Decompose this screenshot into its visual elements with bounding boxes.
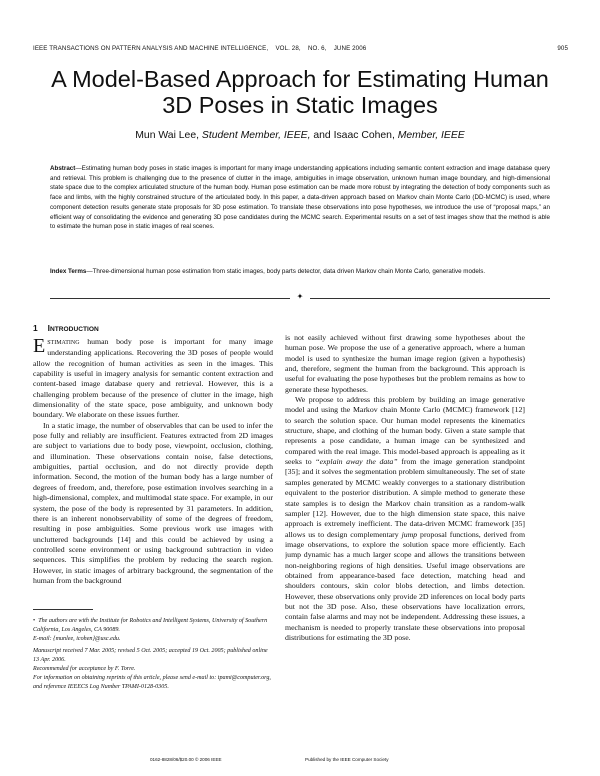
- abstract-label: Abstract: [50, 165, 76, 172]
- email: E-mail: {munlee, icohen}@usc.edu.: [33, 635, 121, 642]
- volume: VOL. 28,: [275, 45, 301, 52]
- affiliation-footnote: • The authors are with the Institute for Robotics and Intelligent Systems, University of Southern California, Los Angeles, CA 90089. E-mail: {munlee, icohen}@usc.edu.: [33, 618, 268, 642]
- index-terms-label: Index Terms: [50, 268, 87, 275]
- paragraph: In a static image, the number of observables that can be used to infer the pose fully and reliably are insufficient. Features extracted from 2D images are subject to variations due to body pose, viewpoint, occlusion, clothing, and illumination. These observations contain noise, false detections, ambiguities, partial occlusion, and do not directly provide depth information. Second, the motion of the human body has a large number of degrees of freedom, and, therefore, pose estimation involves searching in a high-dimensional, complex, and multimodal state space. For example, in our system, the pose of the body is represented by 31 parameters. In addition, there is an inherent nonobservability of some of the degrees of freedom, resulting in pose ambiguities. Some previous work use images with uncluttered backgrounds [14] and this could be achieved by using a controlled scene environment or using background subtraction in video sequences. This simplifies the problem by reducing the search region. However, in static images of arbitrary background, the segmentation of the human from the background: [33, 420, 273, 585]
- page-number: 905: [557, 45, 568, 52]
- paper-title: A Model-Based Approach for Estimating Human 3D Poses in Static Images: [51, 66, 549, 118]
- divider-rule-left: [50, 298, 290, 299]
- journal-name: IEEE TRANSACTIONS ON PATTERN ANALYSIS AND MACHINE INTELLIGENCE,: [33, 45, 269, 52]
- page-footer: [150, 757, 450, 762]
- abstract: [50, 164, 550, 232]
- author-1-role: Student Member, IEEE,: [201, 130, 311, 141]
- left-column: [33, 337, 273, 599]
- right-column: [285, 333, 525, 747]
- author-2-role: Member, IEEE: [397, 130, 465, 141]
- section-number: 1: [33, 323, 38, 333]
- author-2: and Isaac Cohen,: [313, 130, 395, 141]
- paragraph: is not easily achieved without first drawing some hypotheses about the human pose. We propose the use of a generative approach, where a human model is used to synthesize the human image region (given a hypothesis) and, therefore, segment the human from the background. This approach is useful for evaluating the pose hypotheses but the problem remains as how to generate these hypotheses.: [285, 333, 525, 394]
- section-title-rest: NTRODUCTION: [50, 326, 99, 333]
- paragraph: [33, 337, 273, 421]
- manuscript-dates: Manuscript received 7 Mar. 2005; revised 5 Oct. 2005; accepted 19 Oct. 2005; published online 13 Apr. 2006.: [33, 648, 268, 664]
- index-terms-text: —Three-dimensional human pose estimation from static images, body parts detector, data driven Markov chain Monte Carlo, generative models.: [86, 268, 486, 275]
- footnotes: [33, 617, 273, 691]
- reprint-info: For information on obtaining reprints of this article, please send e-mail to: tpami@computer.org, and reference IEEECS Log Number TPAMI-0128-0305.: [33, 674, 271, 690]
- divider-rule-right: [310, 298, 550, 299]
- section-heading: [33, 323, 99, 333]
- section-title-initial: I: [47, 323, 50, 333]
- drop-cap: E: [33, 337, 46, 357]
- recommendation: Recommended for acceptance by F. Torre.: [33, 665, 136, 672]
- index-terms: [50, 267, 550, 277]
- lead-small-caps: STIMATING: [47, 340, 80, 346]
- paragraph: We propose to address this problem by building an image generative model and using the Markov chain Monte Carlo (MCMC) framework [12] to search the solution space. Our human model represents the kinematics structure, shape, and clothing of the human body. Given a state sample that represents a pose candidate, a human image can be synthesized and compared with the real image. This model-based approach is appealing as it seeks to “explain away the data” from the image generation standpoint [35]; and it solves the segmentation problem simultaneously. The set of state samples generated by MCMC weakly converges to a stationary distribution equivalent to the posterior distribution. A simple method to generate these state samples is to design the Markov chain transition as a random-walk sampler [12]. However, due to the high dimension state space, this naive approach is extremely inefficient. The data-driven MCMC framework [35] allows us to design complementary jump proposal functions, derived from image observations, to explore the solution space more efficiently. Each jump dynamic has a much larger scope and allows the transitions between non-neighboring regions of high densities. Useful image observations are obtained from appearance-based face detection, matching head and shoulders contours, skin color blobs detection, and limbs detection. However, these observations only provide 2D inferences on local body parts but not the 3D pose. Also, these observations have localization errors, contain false alarms and may not be independent. Addressing these issues, a mechanism is needed to properly translate these observations into proposal distributions for estimating the 3D pose.: [285, 395, 525, 642]
- issue-date: JUNE 2006: [333, 45, 367, 52]
- issue-number: NO. 6,: [307, 45, 327, 52]
- paragraph-text: human body pose is important for many image understanding applications. Recovering the 3D poses of people would allow the recognition of human activities as seen in the images. This capability is useful in imagery analysis for semantic content extraction and content-based image database query and retrieval. However, this is a challenging problem because of the presence of clutter in the image, high dimensionality of the state space, pose ambiguity, and unknown body boundary. We elaborate on these issues further.: [33, 337, 273, 420]
- bullet-icon: •: [33, 618, 36, 624]
- abstract-text: —Estimating human body poses in static images is important for many image understanding applications including semantic content extraction and image database query and retrieval. This problem is challenging due to the presence of clutter in the image, ambiguities in image observation, unknown human image boundary, and high-dimensional state space due to the complex articulated structure of the human body. Human pose estimation can be made more robust by integrating the detection of body components such as face and limbs, with the highly constrained structure of the articulated body. In this paper, a data-driven approach based on Markov chain Monte Carlo (DD-MCMC) is used, where component detection results generate state proposals for 3D pose estimation. To translate these observations into pose hypotheses, we introduce the use of “proposal maps,” an efficient way of consolidating the evidence and generating 3D pose candidates during the MCMC search. Experimental results on a set of test images show that the method is able to estimate the human pose in static images of real scenes.: [50, 165, 550, 231]
- publisher: Published by the IEEE Computer Society: [305, 757, 389, 762]
- footnote-rule: [33, 609, 93, 610]
- divider-diamond-icon: ✦: [296, 292, 304, 301]
- author-1: Mun Wai Lee,: [135, 130, 199, 141]
- running-head: [33, 45, 568, 52]
- author-line: [40, 130, 560, 141]
- issn-copyright: 0162-8828/06/$20.00 © 2006 IEEE: [150, 757, 222, 762]
